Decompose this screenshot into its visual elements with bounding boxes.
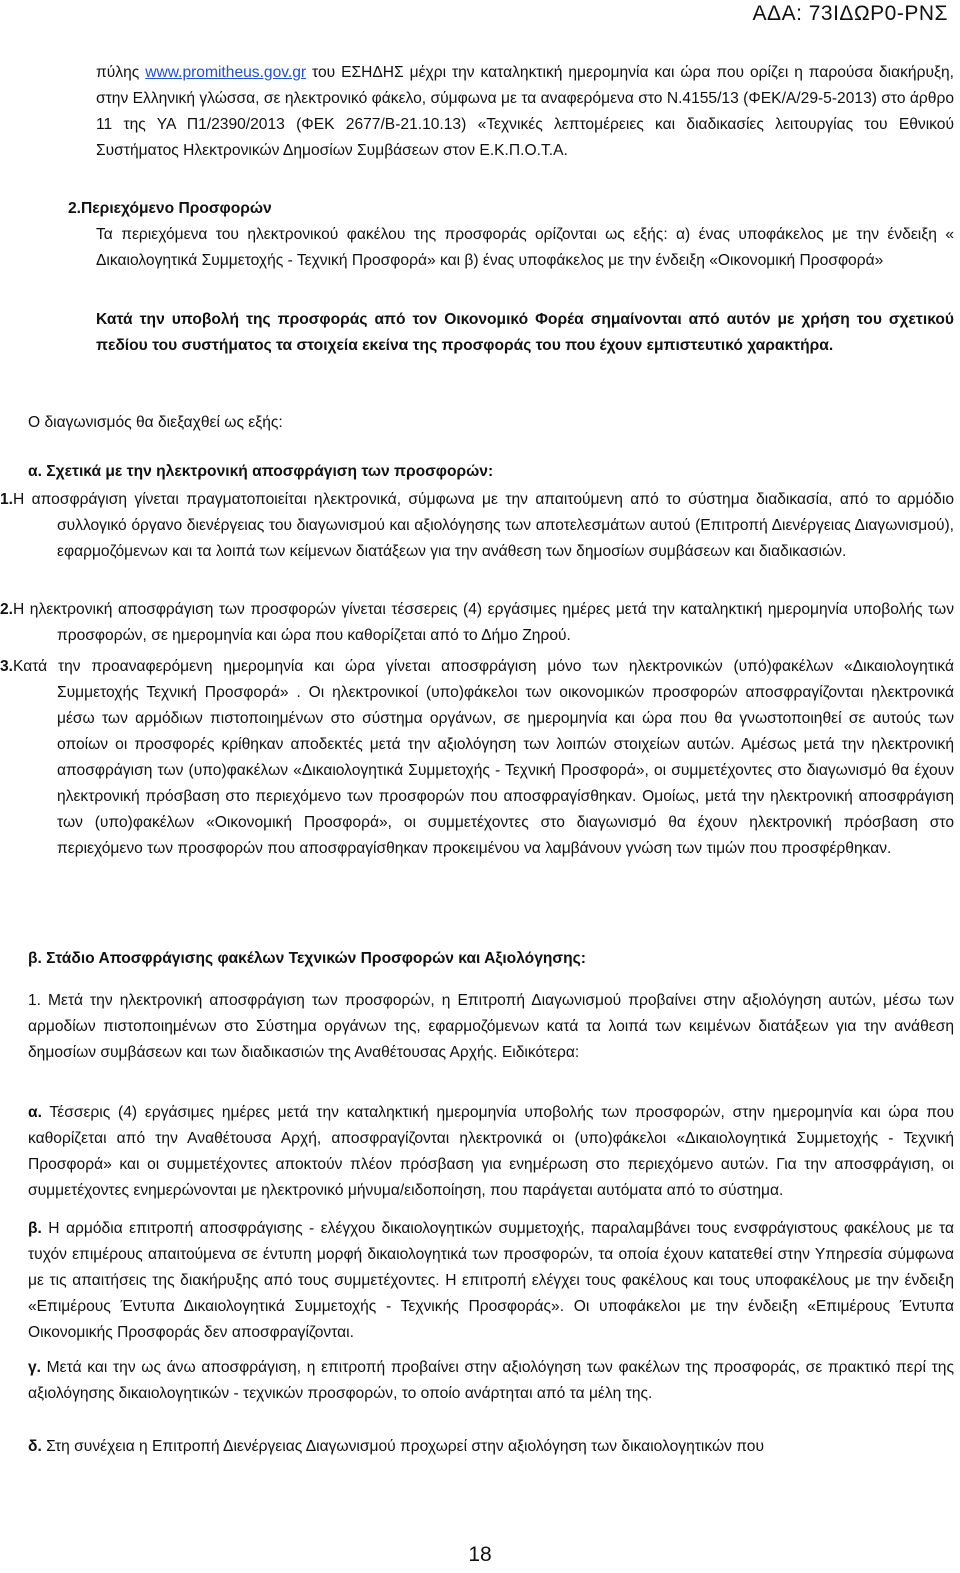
section-b-intro: 1. Μετά την ηλεκτρονική αποσφράγιση των προσφορών, η Επιτροπή Διαγωνισμού προβαίνει στην αξιολόγηση αυτών, μέσω των αρμοδίων πιστοποιημένων στο Σύστημα οργάνων της, εφαρμοζόμενων κατά τα λοιπά των κειμένων διατάξεων για την ανάθεση δημοσίων συμβάσεων και των διαδικασιών της Αναθέτουσας Αρχής. Ειδικότερα: <box>28 992 954 1061</box>
section-a-item-3-text: Κατά την προαναφερόμενη ημερομηνία και ώρα γίνεται αποσφράγιση μόνο των ηλεκτρονικών (υπό)φακέλων «Δικαιολογητικά Συμμετοχής Τεχνική Προσφορά» . Οι ηλεκτρονικοί (υπο)φάκελοι των οικονομικών προσφορών αποσφραγίζονται ηλεκτρονικά μέσω των αρμόδιων πιστοποιημένων στο σύστημα οργάνων, σε ημερομηνία και ώρα που θα γνωστοποιηθεί σε αυτούς των οποίων οι προσφορές κρίθηκαν αποδεκτές μετά την αξιολόγηση των λοιπών στοιχείων αυτών. Αμέσως μετά την ηλεκτρονική αποσφράγιση των (υπο)φακέλων «Δικαιολογητικά Συμμετοχής - Τεχνική Προσφορά», οι συμμετέχοντες στο διαγωνισμό θα έχουν ηλεκτρονική πρόσβαση στο περιεχόμενο των προσφορών που αποσφραγίσθηκαν. Ομοίως, μετά την ηλεκτρονική αποσφράγιση των (υπο)φακέλων «Οικονομική Προσφορά», οι συμμετέχοντες στο διαγωνισμό θα έχουν ηλεκτρονική πρόσβαση στο περιεχόμενο των προσφορών που αποσφραγίσθηκαν προκειμένου να λαμβάνουν γνώση των τιμών που προσφέρθηκαν. <box>13 658 954 857</box>
intro-post: του ΕΣΗΔΗΣ μέχρι την καταληκτική ημερομηνία και ώρα που ορίζει η παρούσα διακήρυξη, στην Ελληνική γλώσσα, σε ηλεκτρονικό φάκελο, σύμφωνα με τα αναφερόμενα στο Ν.4155/13 (ΦΕΚ/Α/29-5-2013) στο άρθρο 11 της ΥΑ Π1/2390/2013 (ΦΕΚ 2677/Β-21.10.13) «Τεχνικές λεπτομέρειες και διαδικασίες λειτουργίας του Εθνικού Συστήματος Ηλεκτρονικών Δημοσίων Συμβάσεων στον Ε.Κ.Π.Ο.Τ.Α. <box>96 64 954 159</box>
section-a-heading: α. Σχετικά με την ηλεκτρονική αποσφράγιση των προσφορών: <box>28 463 494 480</box>
section-b-item-d-label: δ. <box>28 1438 42 1455</box>
page-number: 18 <box>468 1543 492 1566</box>
intro-pre: πύλης <box>96 64 146 81</box>
contest-line: Ο διαγωνισμός θα διεξαχθεί ως εξής: <box>28 414 283 431</box>
section-b-item-b <box>28 1216 954 1346</box>
section-b-item-d <box>28 1434 954 1460</box>
section-b-item-c-label: γ. <box>28 1359 42 1376</box>
section-a-item-2-number: 2. <box>0 601 14 618</box>
section-b-item-a-text: Τέσσερις (4) εργάσιμες ημέρες μετά την καταληκτική ημερομηνία υποβολής των προσφορών, στην ημερομηνία και ώρα που καθορίζεται από την Αναθέτουσα Αρχή, αποσφραγίζονται ηλεκτρονικά οι (υπο)φάκελοι «Δικαιολογητικά Συμμετοχής - Τεχνική Προσφορά» και οι συμμετέχοντες αποκτούν πλέον πρόσβαση για ενημέρωση στο περιεχόμενο αυτών. Για την αποσφράγιση, οι συμμετέχοντες ενημερώνονται με ηλεκτρονικό μήνυμα/ειδοποίηση, που παράγεται αυτόματα από το σύστημα. <box>28 1104 954 1199</box>
intro-paragraph <box>96 60 954 164</box>
section-a-item-1-text: Η αποσφράγιση γίνεται πραγματοποιείται ηλεκτρονικά, σύμφωνα με την απαιτούμενη από το σύστημα διαδικασία, από το αρμόδιο συλλογικό όργανο διενέργειας του διαγωνισμού και αξιολόγησης των αποτελεσμάτων αυτού (Επιτροπή Διενέργειας Διαγωνισμού), εφαρμοζόμενων και τα λοιπά των κείμενων διατάξεων για την ανάθεση των δημοσίων συμβάσεων και διαδικασιών. <box>13 491 954 560</box>
promitheus-link[interactable]: www.promitheus.gov.gr <box>145 64 307 81</box>
section-a-item-3-number: 3. <box>0 658 14 675</box>
section2-bold-text: Κατά την υποβολή της προσφοράς από τον Οικονομικό Φορέα σημαίνονται από αυτόν με χρήση του σχετικού πεδίου του συστήματος τα στοιχεία εκείνα της προσφοράς του που έχουν εμπιστευτικό χαρακτήρα. <box>96 311 954 354</box>
section-b-item-a <box>28 1100 954 1204</box>
section-b-item-b-text: Η αρμόδια επιτροπή αποσφράγισης - ελέγχου δικαιολογητικών συμμετοχής, παραλαμβάνει τους ενσφράγιστους φακέλους με τα τυχόν επιμέρους απαιτούμενα σε έντυπη μορφή δικαιολογητικά των προσφορών, τα οποία έχουν κατατεθεί στην Υπηρεσία σύμφωνα με τις απαιτήσεις της διακήρυξης από τους συμμετέχοντες. Η επιτροπή ελέγχει τους φακέλους και τους υποφακέλους με την ένδειξη «Επιμέρους Έντυπα Δικαιολογητικά Συμμετοχής - Τεχνικής Προσφοράς». Οι υποφάκελοι με την ένδειξη «Επιμέρους Έντυπα Οικονομικής Προσφοράς δεν αποσφραγίζονται. <box>28 1220 954 1341</box>
section-b-item-c-text: Μετά και την ως άνω αποσφράγιση, η επιτροπή προβαίνει στην αξιολόγηση των φακέλων της προσφοράς, σε πρακτικό περί της αξιολόγησης δικαιολογητικών - τεχνικών προσφορών, το οποίο ανάρτηται από τα μέλη της. <box>28 1359 954 1402</box>
section2-text: Τα περιεχόμενα του ηλεκτρονικού φακέλου της προσφοράς ορίζονται ως εξής: α) ένας υποφάκελος με την ένδειξη « Δικαιολογητικά Συμμετοχής - Τεχνική Προσφορά» και β) ένας υποφάκελος με την ένδειξη «Οικονομική Προσφορά» <box>96 226 954 269</box>
section-b-item-d-text: Στη συνέχεια η Επιτροπή Διενέργειας Διαγωνισμού προχωρεί στην αξιολόγηση των δικαιολογητικών που <box>41 1438 765 1455</box>
section-a-item-1-number: 1. <box>0 491 14 508</box>
section2-heading: 2.Περιεχόμενο Προσφορών <box>68 200 272 217</box>
section-a-item-2-text: Η ηλεκτρονική αποσφράγιση των προσφορών γίνεται τέσσερεις (4) εργάσιμες ημέρες μετά την καταληκτική ημερομηνία υποβολής των προσφορών, σε ημερομηνία και ώρα που καθορίζεται από το Δήμο Ζηρού. <box>13 601 954 644</box>
section-b-heading: β. Στάδιο Αποσφράγισης φακέλων Τεχνικών Προσφορών και Αξιολόγησης: <box>28 950 586 967</box>
section-b-item-c <box>28 1355 954 1407</box>
section-b-item-b-label: β. <box>28 1220 42 1237</box>
section-b-item-a-label: α. <box>28 1104 42 1121</box>
ada-code: ΑΔΑ: 73ΙΔΩΡ0-ΡΝΣ <box>752 2 948 25</box>
